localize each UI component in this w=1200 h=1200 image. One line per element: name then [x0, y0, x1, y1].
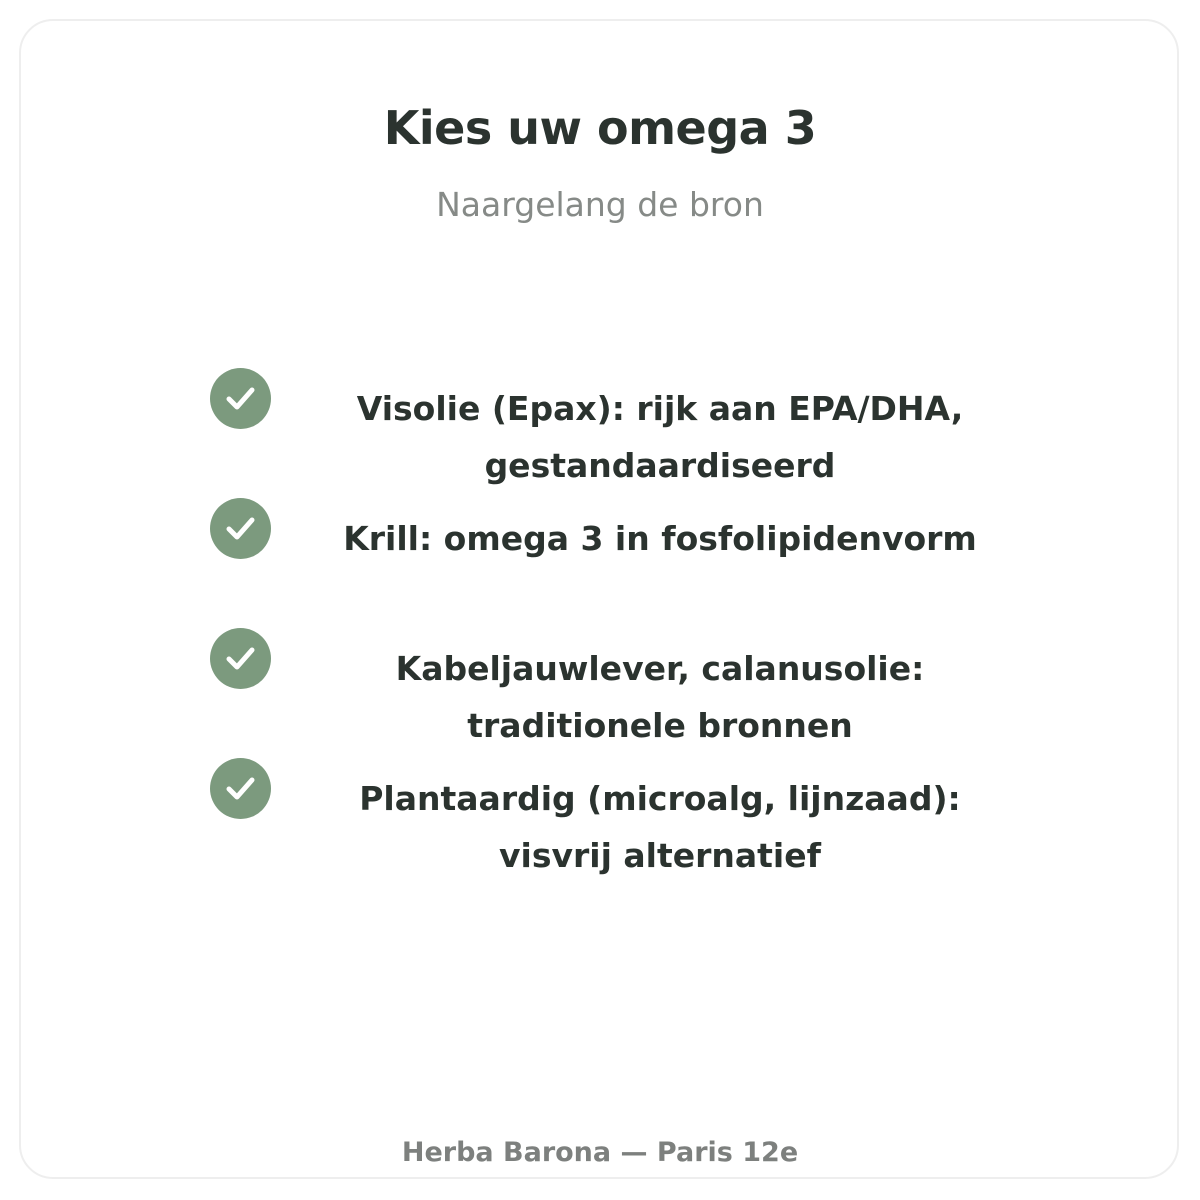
- footer-brand: Herba Barona — Paris 12e: [401, 1137, 799, 1168]
- list-item-text: Krill: omega 3 in fosfolipidenvorm: [343, 519, 977, 558]
- list-item-text: Visolie (Epax): rijk aan EPA/DHA, gestandaardiseerd: [356, 389, 964, 485]
- check-circle-icon: [210, 368, 271, 429]
- check-circle-icon: [210, 628, 271, 689]
- check-circle-icon: [210, 498, 271, 559]
- page-title: Kies uw omega 3: [383, 101, 817, 155]
- page-subtitle: Naargelang de bron: [436, 185, 764, 224]
- list-item-text: Kabeljauwlever, calanusolie: traditionele bronnen: [395, 649, 925, 745]
- check-circle-icon: [210, 758, 271, 819]
- list-item-text: Plantaardig (microalg, lijnzaad): visvrij alternatief: [359, 779, 961, 875]
